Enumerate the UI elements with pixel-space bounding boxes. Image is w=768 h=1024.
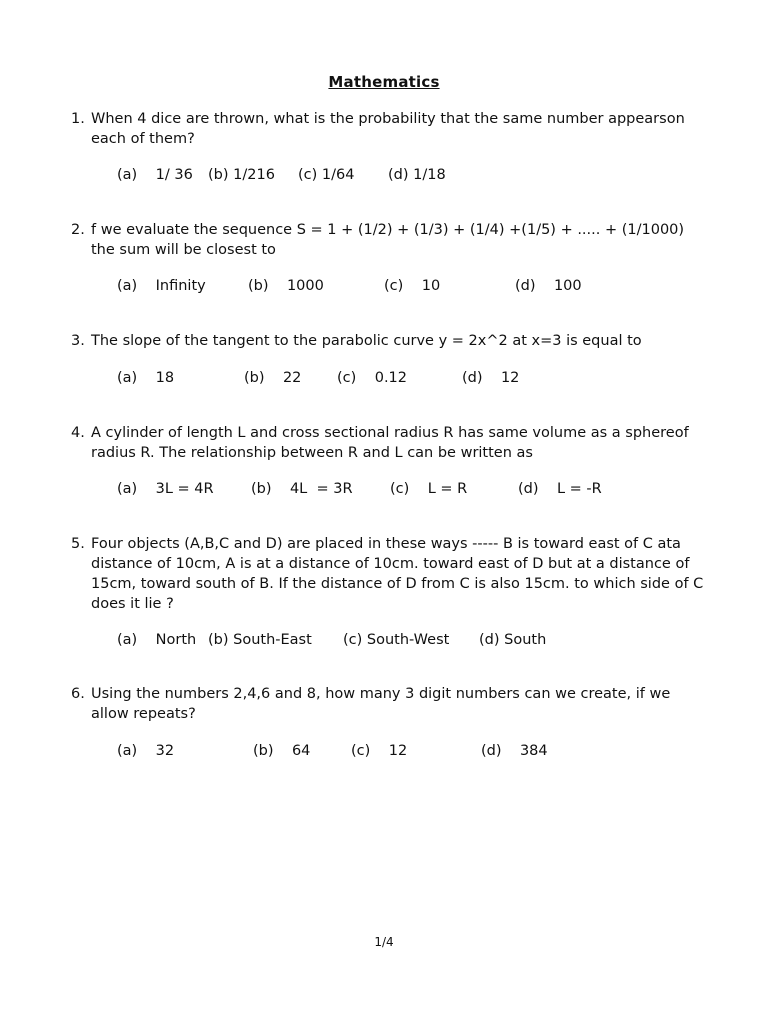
question-1 (71, 109, 711, 149)
option-a: (a) 32 (117, 743, 175, 759)
question-6 (71, 684, 711, 724)
option-a: (a) 18 (117, 370, 175, 386)
page-title: Mathematics (328, 73, 440, 91)
question-3 (71, 331, 711, 351)
option-a: (a) 3L = 4R (117, 481, 214, 497)
question-text: f we evaluate the sequence S = 1 + (1/2) + (1/3) + (1/4) +(1/5) + ..... + (1/1000) the sum will be closest to (91, 222, 685, 258)
question-text: Four objects (A,B,C and D) are placed in these ways ----- B is toward east of C ata distance of 10cm, A is at a distance of 10cm. toward east of D but at a distance of 15cm, toward south of B. If the distance of D from C is also 15cm. to which side of C does it lie ? (91, 536, 704, 612)
question-number: 6. (71, 686, 85, 702)
option-a: (a) 1/ 36 (117, 167, 193, 183)
option-c: (c) 10 (384, 278, 441, 294)
option-b: (b) 1/216 (208, 167, 275, 183)
page-number: 1/4 (374, 935, 394, 949)
question-number: 3. (71, 333, 85, 349)
question-number: 5. (71, 536, 85, 552)
option-b: (b) South-East (208, 632, 312, 648)
option-d: (d) 100 (515, 278, 582, 294)
question-4 (71, 423, 711, 463)
question-5 (71, 534, 711, 614)
question-2 (71, 220, 711, 260)
option-b: (b) 4L = 3R (251, 481, 353, 497)
question-text: The slope of the tangent to the parabolic curve y = 2x^2 at x=3 is equal to (91, 333, 642, 349)
question-number: 1. (71, 111, 85, 127)
question-text: Using the numbers 2,4,6 and 8, how many 3 digit numbers can we create, if we allow repeats? (91, 686, 671, 722)
option-b: (b) 64 (253, 743, 311, 759)
option-c: (c) 12 (351, 743, 408, 759)
option-d: (d) 384 (481, 743, 548, 759)
question-text: When 4 dice are thrown, what is the probability that the same number appearson each of them? (91, 111, 685, 147)
option-d: (d) South (479, 632, 547, 648)
option-b: (b) 1000 (248, 278, 324, 294)
option-a: (a) Infinity (117, 278, 206, 294)
option-d: (d) 12 (462, 370, 520, 386)
question-number: 4. (71, 425, 85, 441)
option-c: (c) 1/64 (298, 167, 355, 183)
question-text: A cylinder of length L and cross sectional radius R has same volume as a sphereof radius R. The relationship between R and L can be written as (91, 425, 689, 461)
option-d: (d) L = -R (518, 481, 602, 497)
option-c: (c) 0.12 (337, 370, 408, 386)
question-number: 2. (71, 222, 85, 238)
option-c: (c) L = R (390, 481, 468, 497)
option-d: (d) 1/18 (388, 167, 446, 183)
option-a: (a) North (117, 632, 197, 648)
option-c: (c) South-West (343, 632, 450, 648)
option-b: (b) 22 (244, 370, 302, 386)
